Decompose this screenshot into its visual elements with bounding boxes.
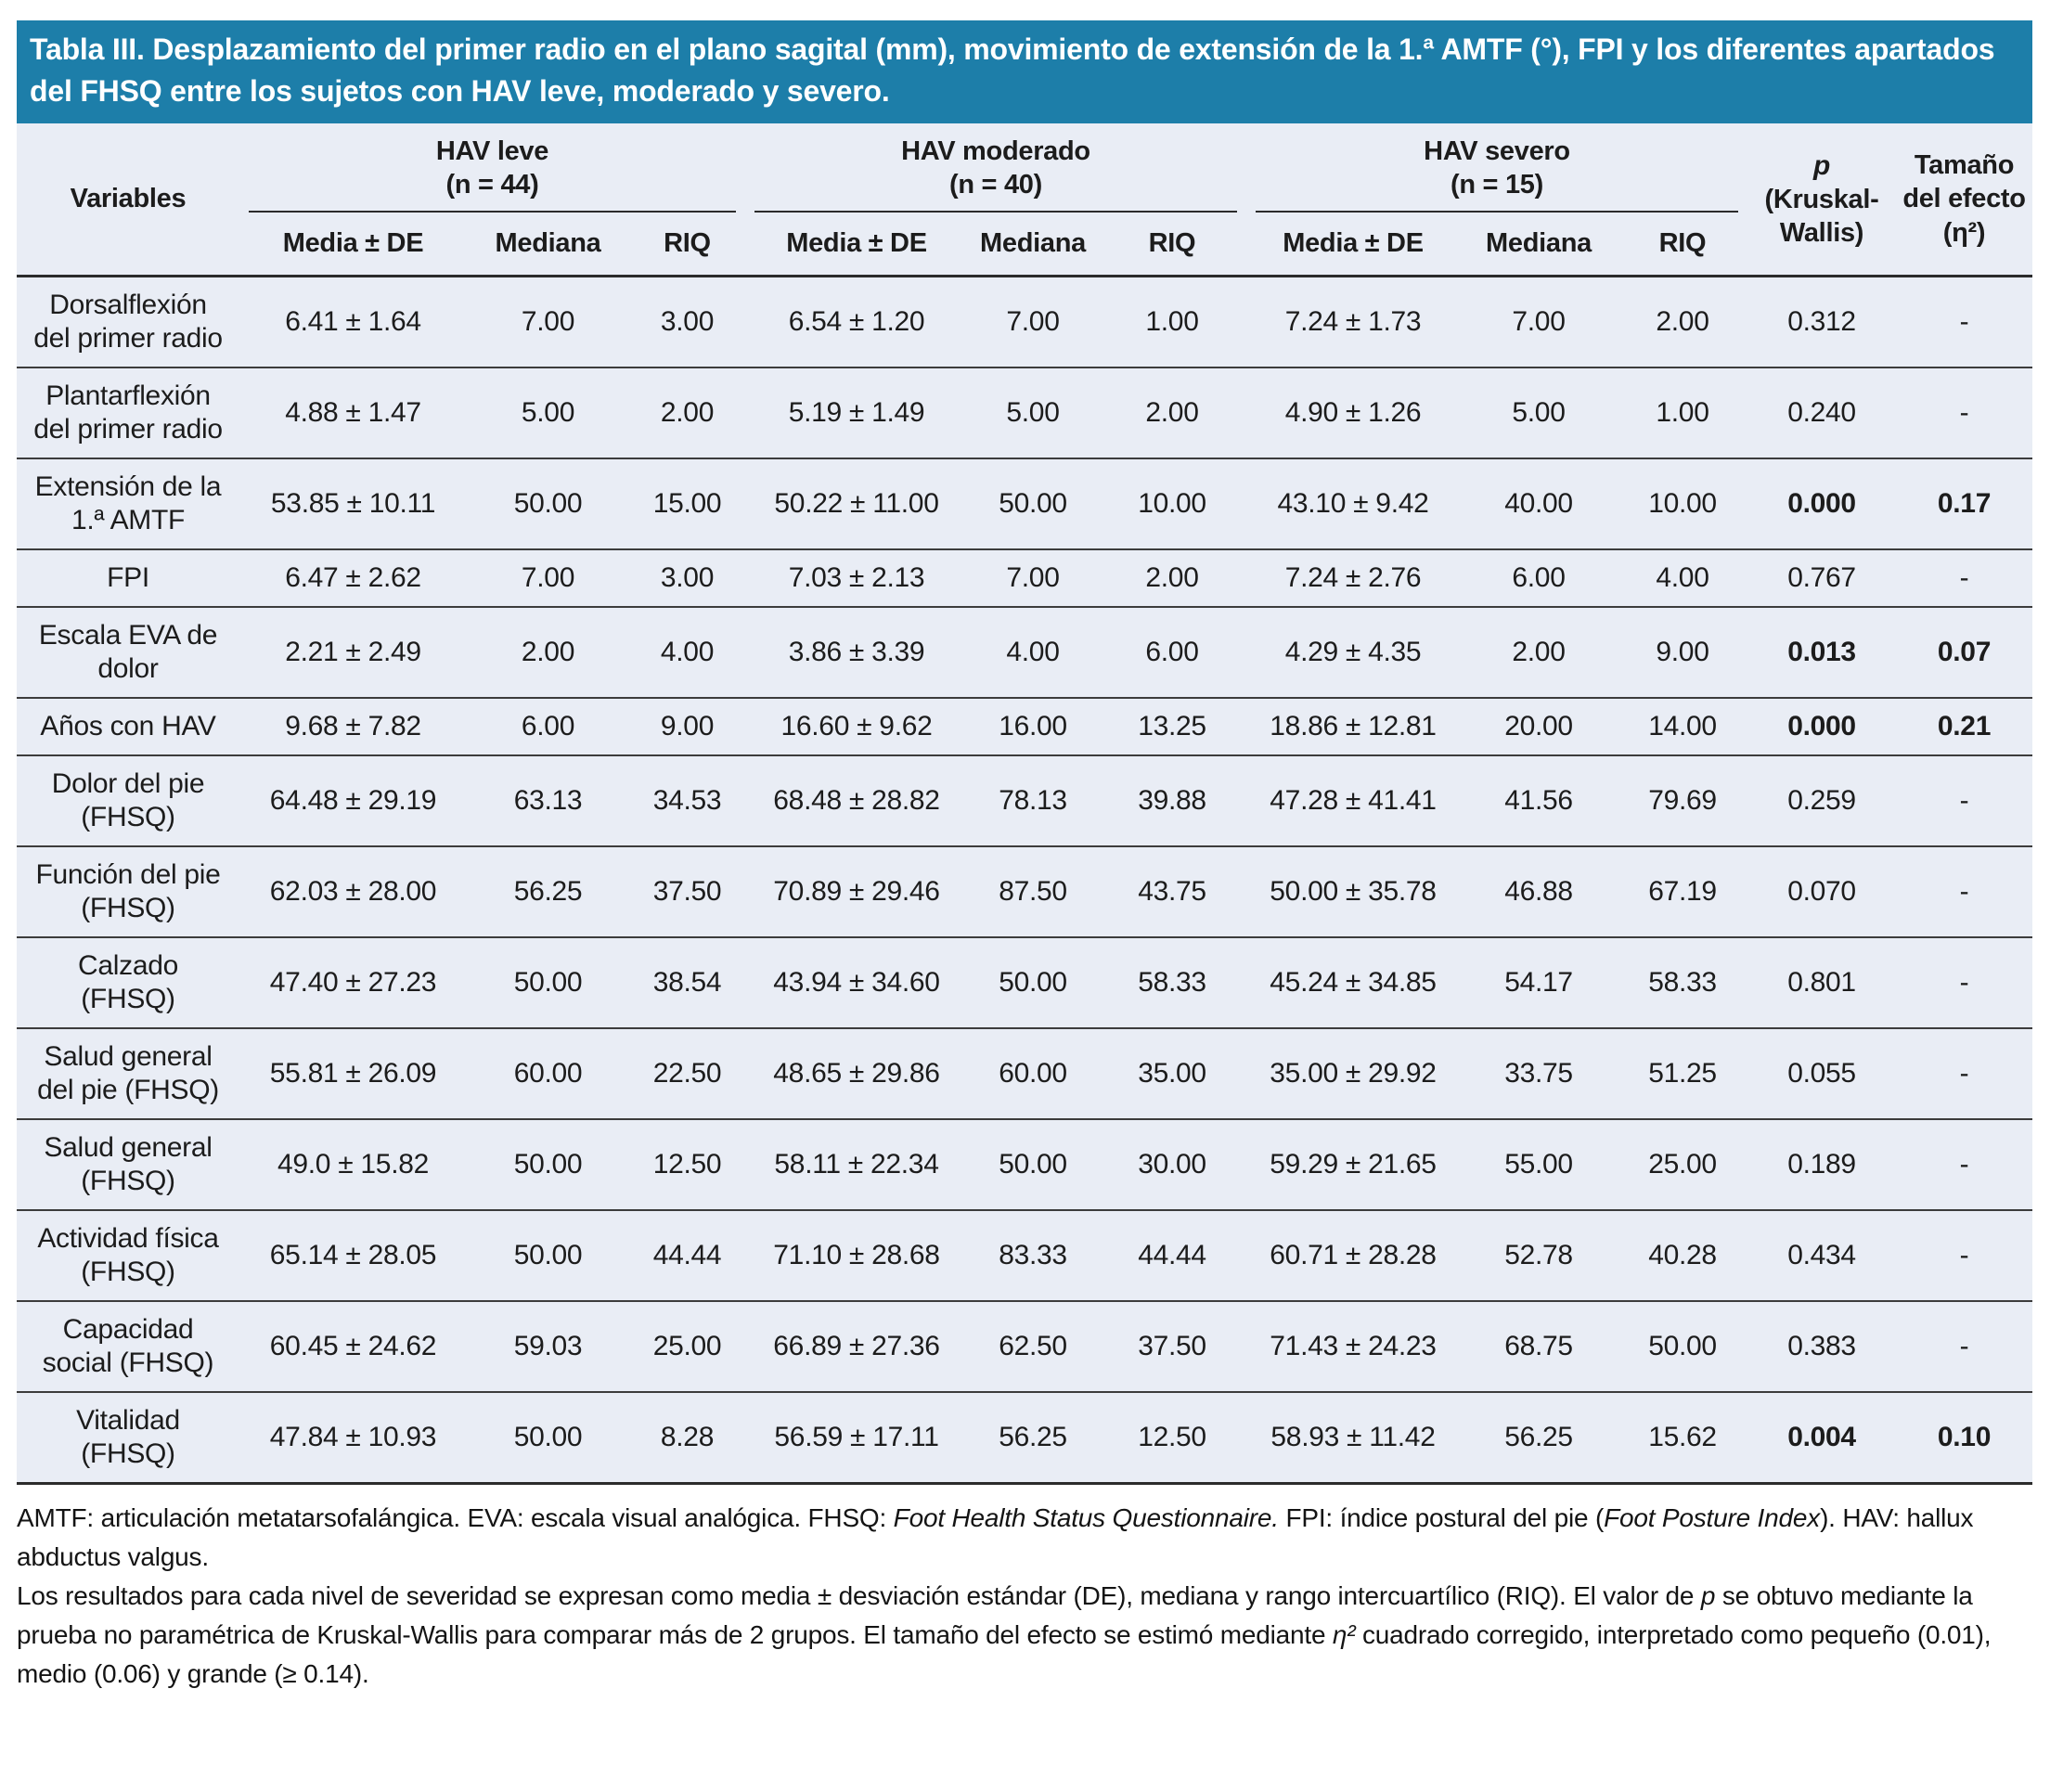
data-cell: 1.00 bbox=[1145, 306, 1199, 338]
data-cell: 58.33 bbox=[1618, 937, 1747, 1028]
group-header-hav-severo bbox=[1246, 123, 1747, 213]
data-cell: 4.88 ± 1.47 bbox=[239, 367, 467, 458]
data-cell: 35.00 ± 29.92 bbox=[1246, 1028, 1460, 1119]
data-cell: 12.50 bbox=[629, 1119, 745, 1210]
p-symbol: p bbox=[1812, 149, 1831, 181]
data-cell: 65.14 ± 28.05 bbox=[239, 1210, 467, 1301]
data-cell: 56.25 bbox=[467, 846, 629, 937]
variable-label: Calzado (FHSQ) bbox=[17, 937, 239, 1028]
data-cell: 14.00 bbox=[1618, 698, 1747, 755]
p-value: 0.013 bbox=[1747, 607, 1896, 698]
p-value: 0.240 bbox=[1747, 367, 1896, 458]
data-cell: 2.00 bbox=[1098, 549, 1246, 607]
variable-label: Salud general del pie (FHSQ) bbox=[17, 1028, 239, 1119]
data-cell: 40.00 bbox=[1460, 458, 1618, 549]
data-cell: 22.50 bbox=[629, 1028, 745, 1119]
data-cell: 58.33 bbox=[1098, 937, 1246, 1028]
data-cell: 58.93 ± 11.42 bbox=[1246, 1392, 1460, 1484]
table-row bbox=[17, 1210, 2032, 1301]
subheader-mediana: Mediana bbox=[467, 213, 629, 276]
p-value: 0.055 bbox=[1747, 1028, 1896, 1119]
data-cell: 60.00 bbox=[968, 1028, 1098, 1119]
data-cell: 78.13 bbox=[968, 755, 1098, 846]
variable-label: Capacidad social (FHSQ) bbox=[17, 1301, 239, 1392]
data-cell: 59.03 bbox=[467, 1301, 629, 1392]
data-cell: 4.00 bbox=[1618, 549, 1747, 607]
footnote-abbreviations: AMTF: articulación metatarsofalángica. EVA: escala visual analógica. FHSQ: Foot Health Status Questionnaire. FPI: índice postural del pie (Foot Posture Index). HAV: hallux abductus valgus. bbox=[17, 1503, 1974, 1572]
table-title-bar bbox=[17, 20, 2032, 123]
table-footnotes bbox=[17, 1485, 2032, 1694]
group-name: HAV severo bbox=[1424, 135, 1570, 166]
data-cell: 8.28 bbox=[629, 1392, 745, 1484]
p-value: 0.801 bbox=[1747, 937, 1896, 1028]
group-name: HAV leve bbox=[435, 135, 549, 166]
data-cell: 38.54 bbox=[629, 937, 745, 1028]
data-cell: 7.24 ± 2.76 bbox=[1246, 549, 1460, 607]
effect-size-value: 0.10 bbox=[1896, 1392, 2032, 1484]
table-row bbox=[17, 698, 2032, 755]
data-cell: 37.50 bbox=[1098, 1301, 1246, 1392]
data-cell: 2.00 bbox=[1656, 306, 1709, 338]
data-cell: 45.24 ± 34.85 bbox=[1246, 937, 1460, 1028]
variable-label: FPI bbox=[17, 549, 239, 607]
p-value: 0.189 bbox=[1747, 1119, 1896, 1210]
data-cell: 10.00 bbox=[1618, 458, 1747, 549]
data-cell: 55.81 ± 26.09 bbox=[239, 1028, 467, 1119]
data-cell: 53.85 ± 10.11 bbox=[239, 458, 467, 549]
group-sample-size: (n = 44) bbox=[445, 170, 539, 200]
data-cell: 4.00 bbox=[629, 607, 745, 698]
variable-label: Extensión de la 1.ª AMTF bbox=[17, 458, 239, 549]
variable-label: Dorsalflexión del primer radio bbox=[33, 290, 223, 355]
table-row bbox=[17, 1028, 2032, 1119]
data-cell: 7.00 bbox=[521, 306, 575, 338]
data-cell: 41.56 bbox=[1460, 755, 1618, 846]
data-cell: 15.62 bbox=[1618, 1392, 1747, 1484]
subheader-media-de: Media ± DE bbox=[745, 213, 968, 276]
effect-size-value: - bbox=[1896, 367, 2032, 458]
effect-size-value: - bbox=[1896, 1301, 2032, 1392]
table-body bbox=[17, 277, 2032, 1484]
data-cell: 56.25 bbox=[968, 1392, 1098, 1484]
data-cell: 48.65 ± 29.86 bbox=[745, 1028, 968, 1119]
data-cell: 4.29 ± 4.35 bbox=[1246, 607, 1460, 698]
data-cell: 50.00 bbox=[968, 458, 1098, 549]
data-cell: 7.00 bbox=[1006, 306, 1060, 338]
data-cell: 50.00 bbox=[968, 937, 1098, 1028]
data-cell: 6.00 bbox=[467, 698, 629, 755]
data-cell: 40.28 bbox=[1618, 1210, 1747, 1301]
data-cell: 70.89 ± 29.46 bbox=[745, 846, 968, 937]
effect-size-value: - bbox=[1896, 1210, 2032, 1301]
effect-size-value: - bbox=[1896, 1119, 2032, 1210]
variable-label: Plantarflexión del primer radio bbox=[17, 367, 239, 458]
data-cell: 33.75 bbox=[1460, 1028, 1618, 1119]
data-cell: 9.00 bbox=[629, 698, 745, 755]
table-row bbox=[17, 458, 2032, 549]
data-cell: 5.00 bbox=[1460, 367, 1618, 458]
effect-size-value: - bbox=[1896, 755, 2032, 846]
data-cell: 55.00 bbox=[1460, 1119, 1618, 1210]
data-cell: 2.21 ± 2.49 bbox=[239, 607, 467, 698]
data-cell: 68.48 ± 28.82 bbox=[745, 755, 968, 846]
measure-header-row bbox=[17, 213, 2032, 276]
variable-label: Función del pie (FHSQ) bbox=[17, 846, 239, 937]
data-cell: 16.00 bbox=[968, 698, 1098, 755]
data-cell: 6.47 ± 2.62 bbox=[239, 549, 467, 607]
data-cell: 56.25 bbox=[1460, 1392, 1618, 1484]
data-cell: 4.90 ± 1.26 bbox=[1246, 367, 1460, 458]
group-name: HAV moderado bbox=[901, 135, 1090, 166]
p-value: 0.767 bbox=[1747, 549, 1896, 607]
data-cell: 56.59 ± 17.11 bbox=[745, 1392, 968, 1484]
data-cell: 46.88 bbox=[1460, 846, 1618, 937]
table-row bbox=[17, 846, 2032, 937]
subheader-riq: RIQ bbox=[629, 213, 745, 276]
data-cell: 62.50 bbox=[968, 1301, 1098, 1392]
data-cell: 37.50 bbox=[629, 846, 745, 937]
data-cell: 4.00 bbox=[968, 607, 1098, 698]
subheader-riq: RIQ bbox=[1098, 213, 1246, 276]
data-cell: 59.29 ± 21.65 bbox=[1246, 1119, 1460, 1210]
subheader-media-de: Media ± DE bbox=[239, 213, 467, 276]
effect-size-value: 0.07 bbox=[1896, 607, 2032, 698]
data-cell: 50.00 ± 35.78 bbox=[1246, 846, 1460, 937]
data-cell: 51.25 bbox=[1618, 1028, 1747, 1119]
data-cell: 30.00 bbox=[1098, 1119, 1246, 1210]
data-cell: 83.33 bbox=[968, 1210, 1098, 1301]
data-cell: 1.00 bbox=[1618, 367, 1747, 458]
p-test-name: (Kruskal-Wallis) bbox=[1764, 185, 1879, 249]
variable-label: Vitalidad (FHSQ) bbox=[17, 1392, 239, 1484]
data-cell: 7.03 ± 2.13 bbox=[745, 549, 968, 607]
data-cell: 5.00 bbox=[467, 367, 629, 458]
data-cell: 66.89 ± 27.36 bbox=[745, 1301, 968, 1392]
table-row bbox=[17, 367, 2032, 458]
data-cell: 7.00 bbox=[968, 549, 1098, 607]
data-cell: 62.03 ± 28.00 bbox=[239, 846, 467, 937]
data-cell: 5.19 ± 1.49 bbox=[745, 367, 968, 458]
data-cell: 2.00 bbox=[629, 367, 745, 458]
group-header-hav-moderado bbox=[745, 123, 1246, 213]
table-iii-card bbox=[17, 20, 2032, 1485]
data-cell: 47.84 ± 10.93 bbox=[239, 1392, 467, 1484]
data-cell: 47.40 ± 27.23 bbox=[239, 937, 467, 1028]
group-header-row bbox=[17, 123, 2032, 213]
data-cell: 68.75 bbox=[1460, 1301, 1618, 1392]
data-cell: 79.69 bbox=[1618, 755, 1747, 846]
data-cell: 6.00 bbox=[1098, 607, 1246, 698]
data-cell: 18.86 ± 12.81 bbox=[1246, 698, 1460, 755]
data-cell: 50.00 bbox=[467, 1210, 629, 1301]
table-row bbox=[17, 607, 2032, 698]
column-header-variables: Variables bbox=[17, 123, 239, 277]
effect-size-value: - bbox=[1959, 306, 1969, 338]
data-cell: 7.00 bbox=[1512, 306, 1566, 338]
data-cell: 25.00 bbox=[629, 1301, 745, 1392]
subheader-mediana: Mediana bbox=[1460, 213, 1618, 276]
table-row bbox=[17, 1392, 2032, 1484]
data-cell: 43.75 bbox=[1098, 846, 1246, 937]
column-header-p-kruskal-wallis bbox=[1747, 123, 1896, 277]
subheader-riq: RIQ bbox=[1618, 213, 1747, 276]
effect-size-value: - bbox=[1896, 1028, 2032, 1119]
data-cell: 20.00 bbox=[1460, 698, 1618, 755]
data-cell: 50.00 bbox=[1618, 1301, 1747, 1392]
p-value: 0.070 bbox=[1747, 846, 1896, 937]
data-cell: 10.00 bbox=[1098, 458, 1246, 549]
data-cell: 9.68 ± 7.82 bbox=[239, 698, 467, 755]
effect-size-value: 0.21 bbox=[1896, 698, 2032, 755]
data-cell: 3.00 bbox=[660, 306, 715, 338]
data-cell: 6.00 bbox=[1460, 549, 1618, 607]
data-cell: 39.88 bbox=[1098, 755, 1246, 846]
data-cell: 9.00 bbox=[1618, 607, 1747, 698]
data-cell: 7.00 bbox=[467, 549, 629, 607]
data-cell: 67.19 bbox=[1618, 846, 1747, 937]
data-cell: 6.41 ± 1.64 bbox=[285, 306, 421, 338]
data-cell: 2.00 bbox=[1460, 607, 1618, 698]
table-header bbox=[17, 123, 2032, 277]
data-cell: 60.45 ± 24.62 bbox=[239, 1301, 467, 1392]
data-cell: 43.94 ± 34.60 bbox=[745, 937, 968, 1028]
data-cell: 47.28 ± 41.41 bbox=[1246, 755, 1460, 846]
variable-label: Años con HAV bbox=[17, 698, 239, 755]
data-cell: 12.50 bbox=[1098, 1392, 1246, 1484]
data-cell: 16.60 ± 9.62 bbox=[745, 698, 968, 755]
group-sample-size: (n = 40) bbox=[949, 170, 1042, 200]
data-cell: 64.48 ± 29.19 bbox=[239, 755, 467, 846]
group-sample-size: (n = 15) bbox=[1451, 170, 1543, 200]
subheader-mediana: Mediana bbox=[968, 213, 1098, 276]
data-cell: 35.00 bbox=[1098, 1028, 1246, 1119]
footnote-methods: Los resultados para cada nivel de severidad se expresan como media ± desviación estándar (DE), mediana y rango intercuartílico (RIQ). El valor de p se obtuvo mediante la prueba no paramétrica de Kruskal-Wallis para comparar más de 2 grupos. El tamaño del efecto se estimó mediante η² cuadrado corregido, interpretado como pequeño (0.01), medio (0.06) y grande (≥ 0.14). bbox=[17, 1581, 1992, 1689]
data-cell: 63.13 bbox=[467, 755, 629, 846]
table-row bbox=[17, 1301, 2032, 1392]
data-cell: 3.00 bbox=[629, 549, 745, 607]
results-table bbox=[17, 123, 2032, 1485]
data-cell: 25.00 bbox=[1618, 1119, 1747, 1210]
p-value: 0.004 bbox=[1747, 1392, 1896, 1484]
data-cell: 5.00 bbox=[968, 367, 1098, 458]
group-header-hav-leve bbox=[239, 123, 745, 213]
p-value: 0.312 bbox=[1787, 306, 1856, 338]
p-value: 0.434 bbox=[1747, 1210, 1896, 1301]
data-cell: 87.50 bbox=[968, 846, 1098, 937]
data-cell: 34.53 bbox=[629, 755, 745, 846]
data-cell: 58.11 ± 22.34 bbox=[745, 1119, 968, 1210]
p-value: 0.383 bbox=[1747, 1301, 1896, 1392]
subheader-media-de: Media ± DE bbox=[1246, 213, 1460, 276]
effect-size-value: - bbox=[1896, 549, 2032, 607]
data-cell: 60.71 ± 28.28 bbox=[1246, 1210, 1460, 1301]
data-cell: 7.24 ± 1.73 bbox=[1284, 306, 1422, 338]
table-title: Tabla III. Desplazamiento del primer radio en el plano sagital (mm), movimiento de extensión de la 1.ª AMTF (°), FPI y los diferentes apartados del FHSQ entre los sujetos con HAV leve, moderado y severo. bbox=[30, 32, 1995, 109]
data-cell: 15.00 bbox=[629, 458, 745, 549]
variable-label: Dolor del pie (FHSQ) bbox=[17, 755, 239, 846]
data-cell: 43.10 ± 9.42 bbox=[1246, 458, 1460, 549]
effect-size-value: 0.17 bbox=[1896, 458, 2032, 549]
table-row bbox=[17, 937, 2032, 1028]
data-cell: 49.0 ± 15.82 bbox=[239, 1119, 467, 1210]
table-row bbox=[17, 1119, 2032, 1210]
variable-label: Escala EVA de dolor bbox=[17, 607, 239, 698]
data-cell: 52.78 bbox=[1460, 1210, 1618, 1301]
data-cell: 54.17 bbox=[1460, 937, 1618, 1028]
data-cell: 50.00 bbox=[467, 937, 629, 1028]
data-cell: 13.25 bbox=[1098, 698, 1246, 755]
table-row bbox=[17, 277, 2032, 368]
p-value: 0.000 bbox=[1747, 698, 1896, 755]
data-cell: 50.00 bbox=[467, 1119, 629, 1210]
data-cell: 44.44 bbox=[1098, 1210, 1246, 1301]
variable-label: Actividad física (FHSQ) bbox=[17, 1210, 239, 1301]
data-cell: 6.54 ± 1.20 bbox=[788, 306, 925, 338]
table-row bbox=[17, 549, 2032, 607]
p-value: 0.000 bbox=[1747, 458, 1896, 549]
data-cell: 60.00 bbox=[467, 1028, 629, 1119]
data-cell: 50.22 ± 11.00 bbox=[745, 458, 968, 549]
effect-size-value: - bbox=[1896, 937, 2032, 1028]
table-row bbox=[17, 755, 2032, 846]
data-cell: 3.86 ± 3.39 bbox=[745, 607, 968, 698]
variable-label: Salud general (FHSQ) bbox=[17, 1119, 239, 1210]
effect-size-value: - bbox=[1896, 846, 2032, 937]
data-cell: 50.00 bbox=[467, 458, 629, 549]
p-value: 0.259 bbox=[1747, 755, 1896, 846]
column-header-effect-size: Tamaño del efecto (η²) bbox=[1896, 123, 2032, 277]
data-cell: 71.43 ± 24.23 bbox=[1246, 1301, 1460, 1392]
data-cell: 50.00 bbox=[467, 1392, 629, 1484]
data-cell: 71.10 ± 28.68 bbox=[745, 1210, 968, 1301]
data-cell: 2.00 bbox=[467, 607, 629, 698]
data-cell: 44.44 bbox=[629, 1210, 745, 1301]
data-cell: 2.00 bbox=[1098, 367, 1246, 458]
data-cell: 50.00 bbox=[968, 1119, 1098, 1210]
